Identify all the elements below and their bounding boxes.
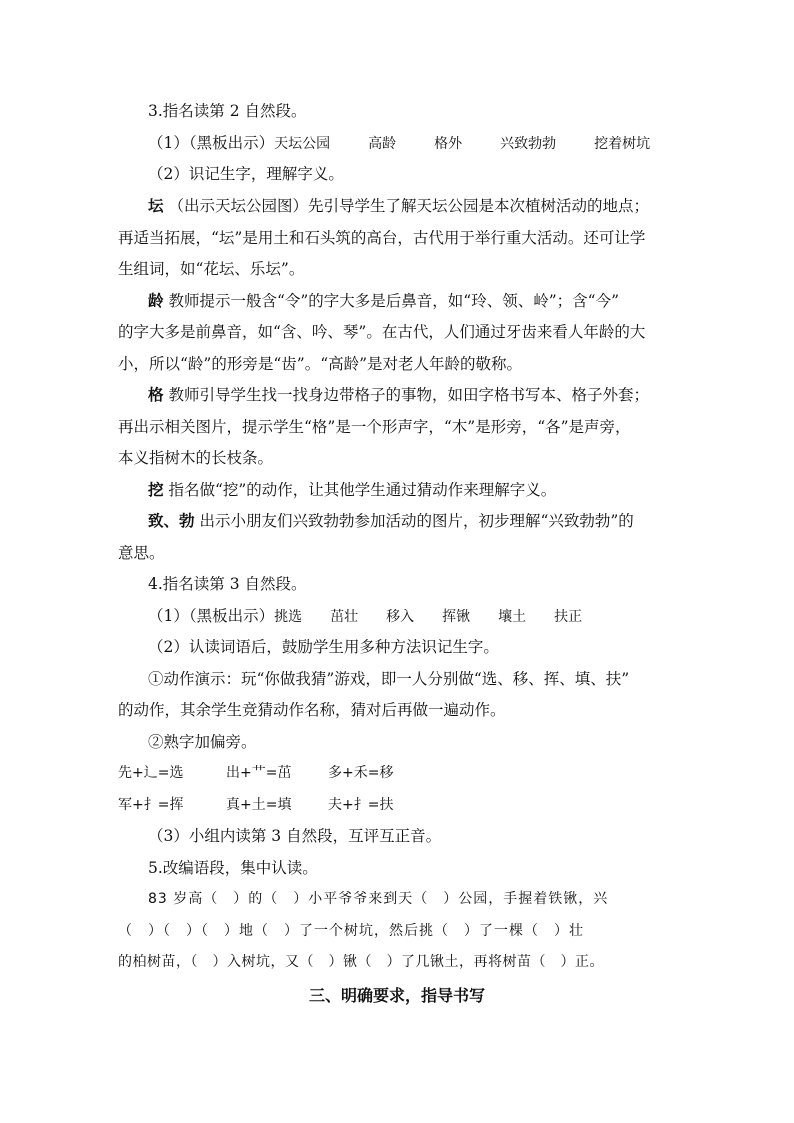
board-word: 兴致勃勃: [500, 136, 557, 152]
cloze-line2: （ ）（ ）（ ）地（ ）了一个树坑，然后挑（ ）了一棵（ ）壮: [118, 923, 584, 939]
board-prefix: （1）（黑板出示）: [148, 134, 275, 152]
formula: 多+禾=移: [328, 765, 394, 781]
ge-line1: 格 教师引导学生找一找身边带格子的事物，如田字格书写本、格子外套；: [148, 385, 649, 404]
cloze-line1: 83 岁高（ ）的（ ）小平爷爷来到天（ ）公园，手握着铁锹，兴: [148, 891, 609, 907]
method1-line2: 的动作，其余学生竞猜动作名称，猜对后再做一遍动作。: [118, 701, 506, 719]
board-word: 扶正: [554, 609, 583, 625]
step3-title: 3.指名读第 2 自然段。: [148, 102, 307, 120]
step4-sub3: （3）小组内读第 3 自然段，互评互正音。: [148, 827, 442, 845]
wa-line1: 挖 指名做“挖”的动作，让其他学生通过猜动作来理解字义。: [148, 480, 557, 499]
formula-row: [118, 795, 393, 815]
board-word: 挑选: [274, 609, 303, 625]
ling-line2: 的字大多是前鼻音，如“含、吟、琴”。在古代，人们通过牙齿来看人年龄的大: [118, 323, 646, 341]
key-char: 坛: [148, 196, 164, 215]
formula: 先+辶=选: [118, 765, 184, 781]
step3-sub2: （2）识记生字，理解字义。: [148, 165, 344, 183]
tan-line3: 生组词，如“花坛、乐坛”。: [118, 260, 305, 278]
ge-line2: 再出示相关图片，提示学生“格”是一个形声字，“木”是形旁，“各”是声旁，: [118, 418, 631, 436]
board-word: 天坛公园: [274, 136, 331, 152]
zhibo-line2: 意思。: [118, 544, 165, 562]
key-char: 格: [148, 385, 164, 404]
zhibo-line1: 致、勃 出示小朋友们兴致勃勃参加活动的图片，初步理解“兴致勃勃”的: [148, 511, 634, 530]
board-prefix: （1）（黑板出示）: [148, 607, 275, 625]
formula-row: [118, 763, 393, 783]
method2-title: ②熟字加偏旁。: [148, 733, 257, 751]
method1-line1: ①动作演示：玩“你做我猜”游戏，即一人分别做“选、移、挥、填、扶”: [148, 670, 630, 688]
key-char: 挖: [148, 480, 164, 499]
key-char: 龄: [148, 291, 164, 310]
board-word: 壤土: [498, 609, 527, 625]
section-heading: 三、明确要求，指导书写: [308, 986, 485, 1005]
ling-line3: 小，所以“龄”的形旁是“齿”。“高龄”是对老人年龄的敬称。: [118, 355, 523, 373]
key-char: 致、勃: [148, 511, 195, 530]
board-word: 格外: [434, 136, 463, 152]
formula: 军+扌=挥: [118, 797, 184, 813]
formula: 出+艹=茁: [226, 765, 292, 781]
step4-board-words: [148, 606, 582, 627]
board-word: 移入: [386, 609, 415, 625]
step4-title: 4.指名读第 3 自然段。: [148, 575, 307, 593]
step5-title: 5.改编语段，集中认读。: [148, 859, 318, 877]
formula: 夫+扌=扶: [328, 797, 394, 813]
step4-sub2: （2）认读词语后，鼓励学生用多种方法识记生字。: [148, 638, 499, 656]
cloze-line3: 的柏树苗，（ ）入树坑，又（ ）锹（ ）了几锹土，再将树苗（ ）正。: [118, 954, 604, 970]
board-word: 挥锹: [442, 609, 471, 625]
board-word: 挖着树坑: [594, 136, 651, 152]
tan-line2: 再适当拓展，“坛”是用土和石头筑的高台，古代用于举行重大活动。还可让学: [118, 229, 646, 247]
ling-line1: 龄 教师提示一般含“令”的字大多是后鼻音，如“玲、领、岭”；含“今”: [148, 291, 619, 310]
tan-line1: 坛 （出示天坛公园图）先引导学生了解天坛公园是本次植树活动的地点；: [148, 196, 649, 215]
board-word: 茁壮: [330, 609, 359, 625]
step3-board-words: [148, 133, 650, 154]
formula: 真+土=填: [226, 797, 292, 813]
board-word: 高龄: [368, 136, 397, 152]
ge-line3: 本义指树木的长枝条。: [118, 449, 274, 467]
